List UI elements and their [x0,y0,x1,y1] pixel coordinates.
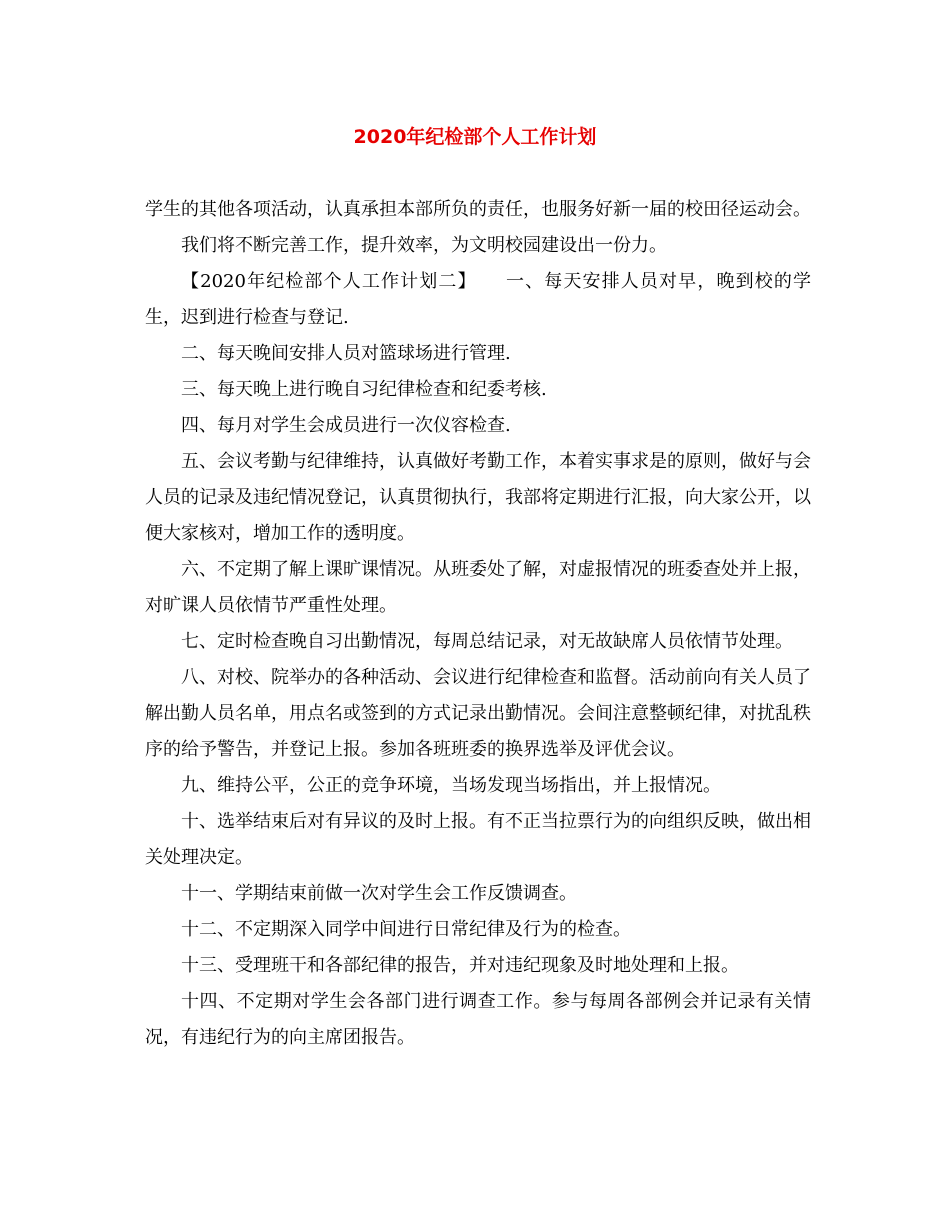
paragraph: 学生的其他各项活动，认真承担本部所负的责任，也服务好新一届的校田径运动会。 [145,199,811,220]
paragraph: 十、选举结束后对有异议的及时上报。有不正当拉票行为的向组织反映，做出相关处理决定。 [145,811,811,868]
paragraph: 十二、不定期深入同学中间进行日常纪律及行为的检查。 [181,919,631,940]
paragraph: 七、定时检查晚自习出勤情况，每周总结记录，对无故缺席人员依情节处理。 [181,631,793,652]
paragraph: 十三、受理班干和各部纪律的报告，并对违纪现象及时地处理和上报。 [181,955,739,976]
paragraph: 九、维持公平，公正的竞争环境，当场发现当场指出，并上报情况。 [181,775,721,796]
paragraph: 【2020年纪检部个人工作计划二】 一、每天安排人员对早，晚到校的学生，迟到进行检查与登记. [145,271,811,328]
paragraph: 我们将不断完善工作，提升效率，为文明校园建设出一份力。 [181,235,667,256]
paragraph: 三、每天晚上进行晚自习纪律检查和纪委考核. [181,379,547,400]
document-title: 2020年纪检部个人工作计划 [353,126,597,148]
document-body [145,192,811,1056]
paragraph: 八、对校、院举办的各种活动、会议进行纪律检查和监督。活动前向有关人员了解出勤人员名单，用点名或签到的方式记录出勤情况。会间注意整顿纪律，对扰乱秩序的给予警告，并登记上报。参加各班班委的换界选举及评优会议。 [145,667,811,760]
paragraph: 六、不定期了解上课旷课情况。从班委处了解，对虚报情况的班委查处并上报，对旷课人员依情节严重性处理。 [145,559,811,616]
paragraph: 十四、不定期对学生会各部门进行调查工作。参与每周各部例会并记录有关情况，有违纪行为的向主席团报告。 [145,991,811,1048]
paragraph: 五、会议考勤与纪律维持，认真做好考勤工作，本着实事求是的原则，做好与会人员的记录及违纪情况登记，认真贯彻执行，我部将定期进行汇报，向大家公开，以便大家核对，增加工作的透明度。 [145,451,811,544]
paragraph: 四、每月对学生会成员进行一次仪容检查. [181,415,511,436]
paragraph: 二、每天晚间安排人员对篮球场进行管理. [181,343,511,364]
paragraph: 十一、学期结束前做一次对学生会工作反馈调查。 [181,883,577,904]
